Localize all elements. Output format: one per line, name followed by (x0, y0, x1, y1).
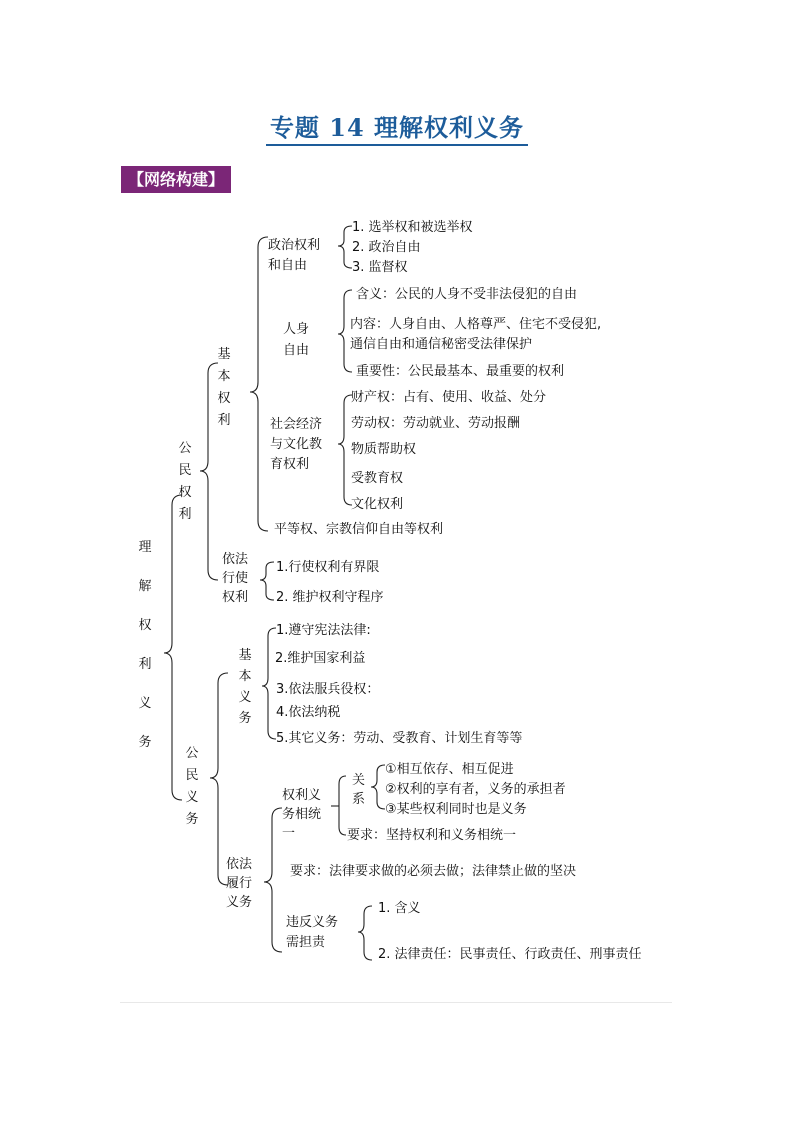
socio-item: 财产权：占有、使用、收益、处分 (351, 390, 547, 405)
violation-item: 2. 法律责任：民事责任、行政责任、刑事责任 (378, 947, 642, 962)
socio-item: 物质帮助权 (351, 442, 417, 457)
unity-brace (339, 776, 346, 835)
personal-item: 含义：公民的人身不受非法侵犯的自由 (356, 287, 578, 302)
unity-label: 权利义 务相统 一 (282, 788, 322, 841)
duties-label: 公 民 义 务 (185, 746, 199, 827)
basic-rights-label: 基 本 权 利 (217, 347, 231, 428)
relation-item: ②权利的享有者，义务的承担者 (385, 782, 566, 797)
political-label: 政治权利 和自由 (268, 238, 321, 273)
relation-item: ①相互依存、相互促进 (385, 762, 514, 777)
socio-item: 劳动权：劳动就业、劳动报酬 (351, 416, 521, 431)
section-label: 【网络构建】 (121, 166, 231, 193)
duties-brace (210, 673, 228, 885)
socio-label: 社会经济 与文化教 育权利 (270, 417, 323, 472)
socio-item: 文化权利 (351, 497, 404, 512)
political-brace (338, 226, 352, 268)
exercise-brace (260, 562, 274, 600)
exercise-label: 依法 行使 权利 (222, 552, 249, 605)
perform-label: 依法 履行 义务 (226, 857, 253, 910)
law-requirement: 要求：法律要求做的必须去做；法律禁止做的坚决 (290, 864, 577, 879)
violation-item: 1. 含义 (378, 901, 421, 916)
basic-duties-label: 基 本 义 务 (238, 648, 252, 726)
personal-item: 内容：人身自由、人格尊严、住宅不受侵犯, 通信自由和通信秘密受法律保护 (350, 317, 602, 352)
exercise-item: 1.行使权利有界限 (276, 560, 380, 575)
relation-brace (371, 765, 385, 809)
root-brace (164, 495, 182, 800)
exercise-item: 2. 维护权利守程序 (276, 590, 384, 605)
political-item: 3. 监督权 (352, 260, 408, 275)
socio-item: 受教育权 (351, 471, 404, 486)
basic-duty-item: 2.维护国家利益 (275, 651, 366, 666)
footer-divider (120, 1002, 672, 1003)
basic-duty-item: 4.依法纳税 (276, 705, 341, 720)
socio-brace (338, 395, 352, 505)
page-title-text: 专题 14 理解权利义务 (266, 113, 528, 146)
violation-brace (358, 906, 372, 960)
relation-label: 关 系 (352, 773, 366, 807)
basic-duties-brace (262, 628, 276, 739)
root-label: 理 解 权 利 义 务 (138, 540, 152, 750)
basic-duty-item: 1.遵守宪法法律: (276, 623, 371, 638)
violation-label: 违反义务 需担责 (286, 915, 339, 950)
perform-brace (264, 808, 282, 952)
personal-item: 重要性：公民最基本、最重要的权利 (356, 364, 565, 379)
relation-item: ③某些权利同时也是义务 (385, 802, 527, 817)
political-item: 1. 选举权和被选举权 (352, 220, 473, 235)
unity-requirement: 要求：坚持权利和义务相统一 (347, 828, 517, 843)
basic-duty-item: 5.其它义务：劳动、受教育、计划生育等等 (276, 731, 523, 746)
political-item: 2. 政治自由 (352, 240, 421, 255)
rights-label: 公 民 权 利 (178, 441, 192, 522)
personal-label: 人身 自由 (283, 322, 310, 358)
basic-rights-brace (250, 237, 268, 531)
equality-rights: 平等权、宗教信仰自由等权利 (274, 522, 444, 537)
basic-duty-item: 3.依法服兵役权： (276, 682, 380, 697)
